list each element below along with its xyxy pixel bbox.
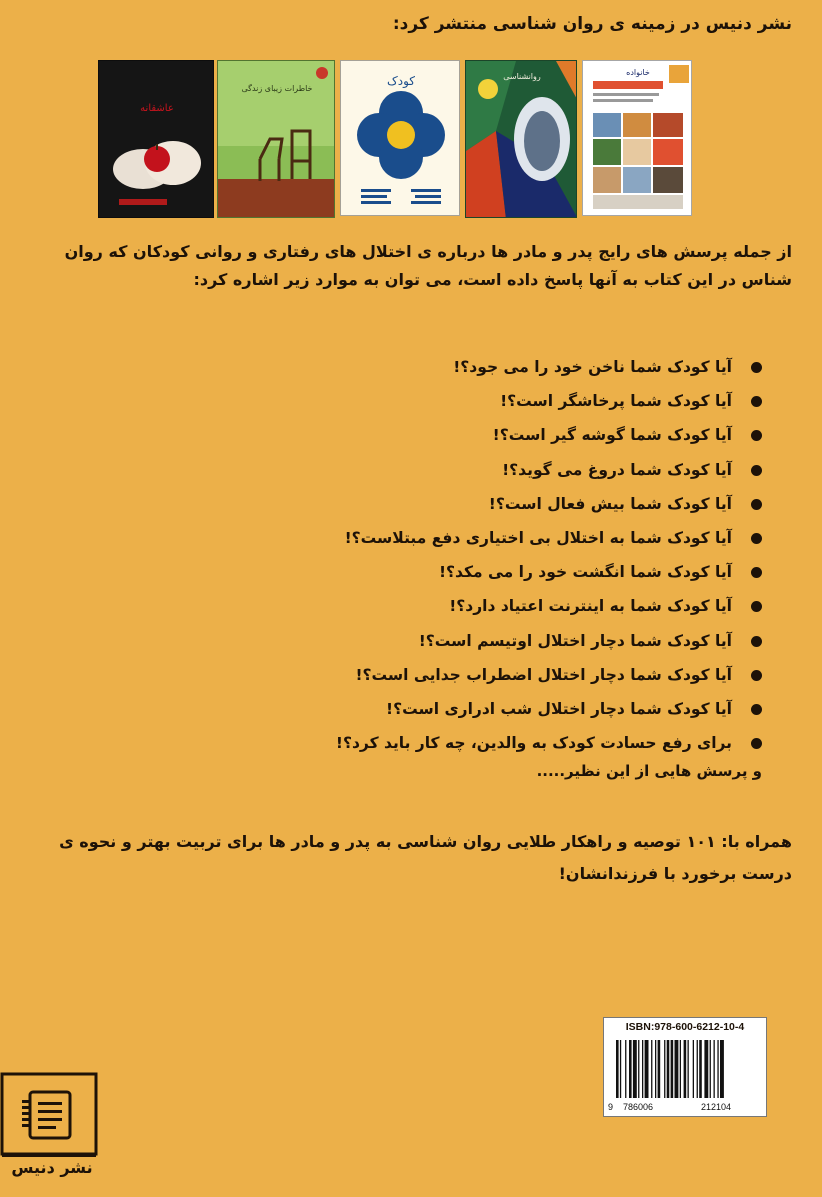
bullet-icon	[751, 533, 762, 544]
question-text: آیا کودک شما گوشه گیر است؟!	[492, 426, 732, 445]
bonus-paragraph: همراه با: ۱۰۱ توصیه و راهکار طلایی روان شناسی به پدر و مادر ها برای تربیت بهتر و نحوه ی درست برخورد با فرزندانشان!	[59, 832, 792, 883]
publisher-name: نشر دنیس	[11, 1158, 93, 1177]
bullet-icon	[751, 430, 762, 441]
barcode-stripe	[693, 1040, 694, 1098]
barcode-stripe	[671, 1040, 674, 1098]
bullet-icon	[751, 499, 762, 510]
barcode-stripe	[664, 1040, 665, 1098]
question-item	[62, 694, 762, 728]
book-cover-4-title: روانشناسی	[503, 72, 541, 81]
barcode-stripe	[688, 1040, 689, 1098]
bullet-icon	[751, 670, 762, 681]
question-item	[62, 591, 762, 625]
barcode-stripe	[620, 1040, 621, 1098]
barcode-bars	[616, 1040, 724, 1098]
isbn-label: ISBN:978-600-6212-10-4	[603, 1017, 767, 1038]
barcode-stripe	[717, 1040, 718, 1098]
question-item	[62, 626, 762, 660]
book-cover-5-art	[583, 61, 692, 216]
book-cover-1	[98, 60, 214, 218]
question-text: آیا کودک شما دچار اختلال شب ادراری است؟!	[386, 699, 732, 718]
question-item	[62, 489, 762, 523]
question-item	[62, 455, 762, 489]
intro-paragraph: از جمله پرسش های رایج پدر و مادر ها درباره ی اختلال های رفتاری و روانی کودکان که روان شناس در این کتاب به آنها پاسخ داده است، می توان به موارد زیر اشاره کرد:	[64, 242, 792, 289]
question-item	[62, 420, 762, 454]
book-cover-3-art	[341, 61, 460, 216]
barcode-stripe	[667, 1040, 670, 1098]
more-questions-note: و پرسش هایی از این نظیر.....	[536, 762, 762, 780]
bullet-icon	[751, 396, 762, 407]
barcode-stripe	[642, 1040, 643, 1098]
barcode-stripe	[633, 1040, 637, 1098]
barcode-stripe	[714, 1040, 715, 1098]
question-text: آیا کودک شما دچار اختلال اضطراب جدایی است؟!	[355, 665, 732, 684]
question-item	[62, 386, 762, 420]
question-item	[62, 660, 762, 694]
bullet-icon	[751, 636, 762, 647]
barcode-stripe	[704, 1040, 708, 1098]
question-text: آیا کودک شما دروغ می گوید؟!	[502, 460, 732, 479]
barcode-stripe	[684, 1040, 687, 1098]
book-cover-2-title: خاطرات زیبای زندگی	[241, 84, 313, 93]
barcode	[603, 1036, 767, 1117]
barcode-stripe	[675, 1040, 679, 1098]
barcode-lead-digit: 9	[608, 1102, 614, 1112]
bullet-icon	[751, 601, 762, 612]
question-text: آیا کودک شما به اینترنت اعتیاد دارد؟!	[449, 597, 732, 616]
barcode-stripe	[625, 1040, 626, 1098]
barcode-stripe	[616, 1040, 619, 1098]
book-cover-1-art	[99, 61, 214, 218]
barcode-graphic	[604, 1036, 766, 1116]
question-item	[62, 523, 762, 557]
barcode-stripe	[720, 1040, 724, 1098]
question-item	[62, 352, 762, 386]
page-heading: نشر دنیس در زمینه ی روان شناسی منتشر کرد:	[392, 14, 792, 34]
question-item	[62, 728, 762, 762]
barcode-stripe	[699, 1040, 702, 1098]
book-cover-5-title: خانواده	[626, 68, 650, 77]
question-text: آیا کودک شما پرخاشگر است؟!	[500, 392, 732, 411]
barcode-stripe	[645, 1040, 649, 1098]
barcode-stripe	[658, 1040, 661, 1098]
bullet-icon	[751, 362, 762, 373]
book-cover-5	[582, 60, 692, 216]
barcode-stripe	[638, 1040, 639, 1098]
barcode-stripe	[680, 1040, 681, 1098]
barcode-stripe	[697, 1040, 698, 1098]
barcode-right-group: 212104	[700, 1102, 732, 1112]
bullet-icon	[751, 465, 762, 476]
book-cover-4	[465, 60, 577, 218]
book-covers-row	[98, 60, 694, 220]
question-text: برای رفع حسادت کودک به والدین، چه کار باید کرد؟!	[335, 734, 732, 753]
question-text: آیا کودک شما ناخن خود را می جود؟!	[453, 358, 732, 376]
book-cover-1-title: عاشقانه	[140, 103, 174, 114]
book-cover-3-title: کودک	[387, 74, 415, 88]
barcode-left-group: 786006	[622, 1102, 654, 1112]
question-text: آیا کودک شما بیش فعال است؟!	[488, 494, 732, 513]
barcode-stripe	[655, 1040, 656, 1098]
book-cover-2-art	[218, 61, 335, 218]
book-cover-3	[340, 60, 460, 216]
barcode-stripe	[651, 1040, 652, 1098]
barcode-stripe	[629, 1040, 632, 1098]
bullet-icon	[751, 738, 762, 749]
questions-list	[62, 352, 762, 762]
question-text: آیا کودک شما دچار اختلال اوتیسم است؟!	[418, 631, 732, 650]
book-cover-2	[217, 60, 335, 218]
book-cover-4-art	[466, 61, 577, 218]
bullet-icon	[751, 704, 762, 715]
question-text: آیا کودک شما انگشت خود را می مکد؟!	[438, 563, 732, 582]
bullet-icon	[751, 567, 762, 578]
barcode-stripe	[710, 1040, 711, 1098]
question-item	[62, 557, 762, 591]
question-text: آیا کودک شما به اختلال بی اختیاری دفع مبتلاست؟!	[344, 528, 732, 547]
